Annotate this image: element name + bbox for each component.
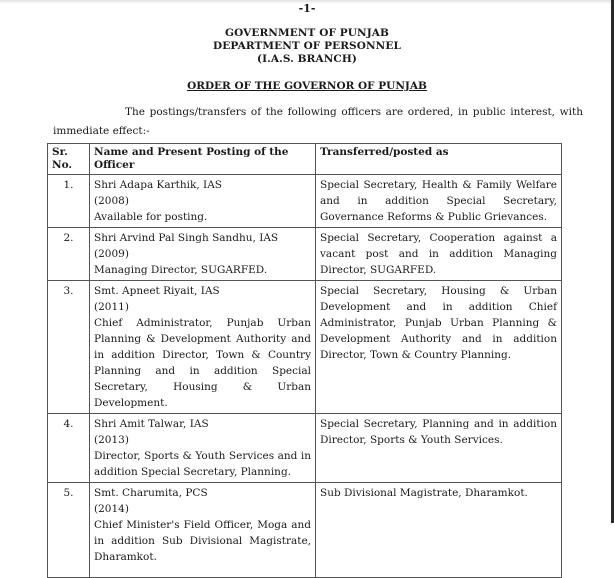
postings-table	[47, 143, 562, 578]
posted-as-cell: Special Secretary, Cooperation against a vacant post and in addition Managing Director, SUGARFED.	[316, 228, 562, 281]
officer-name: Shri Amit Talwar, IAS	[94, 418, 209, 430]
branch-heading: (I.A.S. BRANCH)	[257, 53, 357, 65]
table-header-row	[48, 144, 562, 175]
officer-name: Smt. Apneet Riyait, IAS	[94, 285, 220, 297]
officer-cell	[90, 228, 316, 281]
officer-batch: (2008)	[94, 195, 129, 207]
present-posting: Director, Sports & Youth Services and in addition Special Secretary, Planning.	[94, 450, 311, 478]
sr-no-cell: 4.	[48, 414, 90, 483]
government-heading: GOVERNMENT OF PUNJAB	[225, 27, 389, 39]
officer-name: Smt. Charumita, PCS	[94, 487, 208, 499]
sr-no-cell: 3.	[48, 281, 90, 414]
intro-paragraph: The postings/transfers of the following officers are ordered, in public interest, with immediate effect:-	[53, 106, 583, 137]
officer-batch: (2011)	[94, 301, 129, 313]
officer-cell	[90, 281, 316, 414]
document-header	[0, 27, 614, 66]
officer-name: Shri Adapa Karthik, IAS	[94, 179, 222, 191]
table-row	[48, 175, 562, 228]
present-posting: Available for posting.	[94, 211, 208, 223]
header-transferred-posted-as: Transferred/posted as	[316, 144, 562, 175]
posted-as-cell: Special Secretary, Health & Family Welfare and in addition Special Secretary, Governance Reforms & Public Grievances.	[316, 175, 562, 228]
officer-batch: (2013)	[94, 434, 129, 446]
table-row	[48, 228, 562, 281]
header-name-present-posting: Name and Present Posting of the Officer	[90, 144, 316, 175]
officer-name: Shri Arvind Pal Singh Sandhu, IAS	[94, 232, 279, 244]
sr-no-cell: 2.	[48, 228, 90, 281]
sr-no-cell: 1.	[48, 175, 90, 228]
table-row	[48, 483, 562, 578]
table-row	[48, 414, 562, 483]
officer-batch: (2014)	[94, 503, 129, 515]
posted-as-cell: Special Secretary, Housing & Urban Development and in addition Chief Administrator, Punjab Urban Planning & Development Authority and in addition Director, Town & Country Planning.	[316, 281, 562, 414]
officer-cell	[90, 483, 316, 578]
order-title: ORDER OF THE GOVERNOR OF PUNJAB	[187, 80, 427, 92]
officer-cell	[90, 175, 316, 228]
department-heading: DEPARTMENT OF PERSONNEL	[213, 40, 401, 52]
page-number: -1-	[298, 2, 316, 15]
present-posting: Chief Minister's Field Officer, Moga and in addition Sub Divisional Magistrate, Dharamkot.	[94, 519, 311, 563]
sr-no-cell: 5.	[48, 483, 90, 578]
posted-as-cell: Special Secretary, Planning and in addition Director, Sports & Youth Services.	[316, 414, 562, 483]
officer-batch: (2009)	[94, 248, 129, 260]
present-posting: Chief Administrator, Punjab Urban Planning & Development Authority and in addition Director, Town & Country Planning and in addition Special Secretary, Housing & Urban Development.	[94, 317, 311, 409]
header-sr-no: Sr. No.	[48, 144, 90, 175]
table-row	[48, 281, 562, 414]
officer-cell	[90, 414, 316, 483]
posted-as-cell: Sub Divisional Magistrate, Dharamkot.	[316, 483, 562, 578]
present-posting: Managing Director, SUGARFED.	[94, 264, 268, 276]
